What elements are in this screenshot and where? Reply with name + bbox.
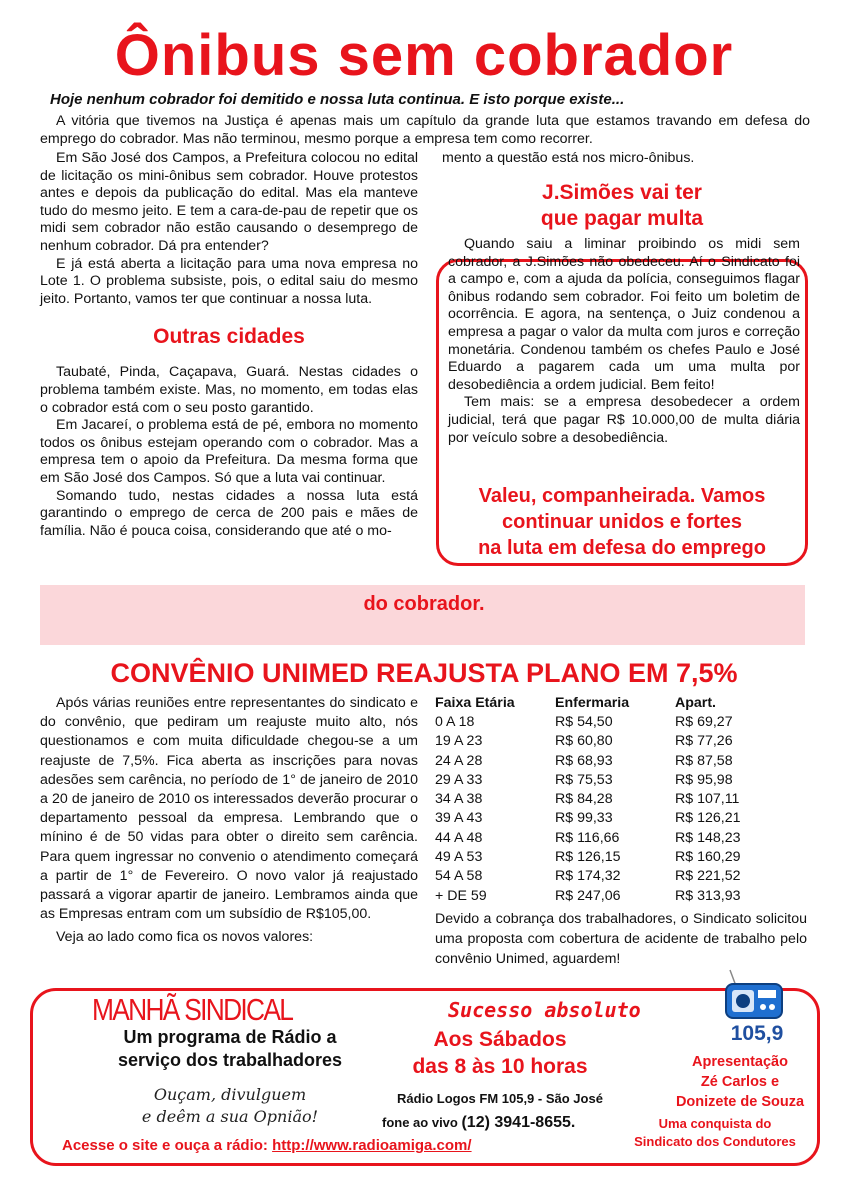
table-cell: R$ 313,93 [675,887,741,904]
conquest-line: Sindicato dos Condutores [634,1134,796,1149]
table-row [435,809,795,828]
paragraph: Tem mais: se a empresa desobedecer a ordem judicial, terá que pagar R$ 10.000,00 de multa diária por veículo sobre a desobediência. [448,394,800,446]
table-cell: R$ 75,53 [555,771,613,788]
closing-line: continuar unidos e fortes [501,511,743,533]
section-heading-jsimoes-2: que pagar multa [540,207,704,230]
table-cell: 49 A 53 [435,849,483,866]
table-cell: 44 A 48 [435,829,483,846]
right-column [448,236,800,447]
table-cell: R$ 60,80 [555,733,613,750]
table-cell: 39 A 43 [435,810,483,827]
column-header: Apart. [675,694,716,711]
presenters-line: Donizete de Souza [675,1094,805,1110]
table-cell: R$ 87,58 [675,752,733,769]
unimed-text [40,694,418,948]
table-cell: 29 A 33 [435,771,483,788]
paragraph: Em São José dos Campos, a Prefeitura colocou no edital de licitação os mini-ônibus sem cobrador. Houve protestos antes e depois da publicação do edital. Mas ela manteve tudo do mesmo jeito. E tem a cara-de-pau de repetir que os midi sem cobrador não estão causando o desemprego de nenhum cobrador. Dá pra entender? [40,150,418,254]
table-row [435,867,795,886]
paragraph: Após várias reuniões entre representantes do sindicato e do convênio, que pediram um reajuste muito alto, nós questionamos e com muita dificuldade chegou-se a um reajuste de 7,5%. Fica aberta as inscrições para novas adesões sem carência, no período de 1° de janeiro de 2010 a 20 de janeiro de 2010 os interessados deverão procurar o departamento pessoal da empresa. Lembrando que o mínino é de 50 vidas para obter o direito sem carência. Para quem ingressar no convenio o atendimento começará a partir de 1° de Fevereiro. O novo valor já reajustado passará a vigorar apartir de janeiro. Lembramos ainda que as Empresas entram com um subsídio de R$105,00. [40,695,418,923]
radio-site-link[interactable]: http://www.radioamiga.com/ [272,1137,472,1154]
paragraph: Em Jacareí, o problema está de pé, embora no momento todos os ônibus estejam operando com o cobrador. Mas a empresa tem o apoio da Prefeitura. Da mesma forma que em São José dos Campos. Só que a luta vai continuar. [40,417,418,486]
table-row [435,712,795,731]
table-header-row [435,693,795,712]
table-row [435,732,795,751]
table-cell: 0 A 18 [435,713,475,730]
phone-line [382,1114,575,1132]
left-column [40,150,418,540]
table-cell: R$ 54,50 [555,713,613,730]
table-cell: R$ 68,93 [555,752,613,769]
schedule-line: das 8 às 10 horas [412,1055,588,1078]
table-cell: 19 A 23 [435,733,483,750]
table-cell: R$ 148,23 [675,829,741,846]
conquest-line: Uma conquista do [658,1116,772,1131]
program-line: Um programa de Rádio a [123,1027,337,1047]
station-text: Rádio Logos FM 105,9 - São José [397,1091,603,1106]
schedule-line: Aos Sábados [433,1028,567,1051]
paragraph: Veja ao lado como fica os novos valores: [56,929,314,946]
continuation-text: mento a questão está nos micro-ônibus. [442,150,695,166]
table-row [435,886,795,905]
section-heading-jsimoes-1: J.Simões vai ter [542,181,702,204]
paragraph: Taubaté, Pinda, Caçapava, Guará. Nestas cidades o problema também existe. Mas, no momento, em todas elas o cobrador está com o seu posto garantido. [40,364,418,416]
site-label: Acesse o site e ouça a rádio: [62,1137,273,1154]
table-cell: R$ 95,98 [675,771,733,788]
paragraph: Quando saiu a liminar proibindo os midi sem cobrador, a J.Simões não obedeceu. Aí o Sindicato foi a campo e, com a ajuda da polícia, conseguimos flagar ônibus rodando sem cobrador. Foi feito um boletim de ocorrência. E agora, na sentença, o Juiz condenou a empresa a pagar o valor da multa com juros e correção monetária. Condenou também os chefes Paulo e José Eduardo a pagarem cada um uma multa por desobediência a ordem judicial. Bem feito! [448,236,800,393]
manha-sindical-logo: MANHÃ SINDICAL [92,992,293,1027]
presenters-line: Apresentação [692,1054,788,1070]
column-header: Enfermaria [555,694,630,711]
table-row [435,789,795,808]
closing-line: na luta em defesa do emprego [478,537,766,559]
page-subtitle: Hoje nenhum cobrador foi demitido e nossa luta continua. E isto porque existe... [50,92,625,108]
presenters-line: Zé Carlos e [700,1074,780,1090]
success-text: Sucesso absoluto [448,998,641,1022]
table-cell: 24 A 28 [435,752,483,769]
table-cell: R$ 99,33 [555,810,613,827]
table-cell: R$ 221,52 [675,868,741,885]
table-row [435,828,795,847]
table-cell: R$ 69,27 [675,713,733,730]
closing-line: do cobrador. [363,593,485,615]
phone-label: fone ao vivo [382,1115,462,1130]
paragraph: E já está aberta a licitação para uma nova empresa no Lote 1. O problema subsiste, pois, o edital saiu do mesmo jeito. Portanto, vamos ter que continuar a nossa luta. [40,255,418,307]
unimed-heading: CONVÊNIO UNIMED REAJUSTA PLANO EM 7,5% [110,658,738,688]
script-line: Ouçam, divulguem [153,1085,307,1104]
script-line: e deêm a sua Opnião! [141,1107,319,1126]
table-cell: 34 A 38 [435,791,483,808]
table-cell: R$ 84,28 [555,791,613,808]
table-cell: R$ 77,26 [675,733,733,750]
paragraph: Somando tudo, nestas cidades a nossa luta está garantindo o emprego de cerca de 200 pais e mães de família. Não é pouca coisa, considerando que até o mo- [40,487,418,539]
column-header: Faixa Etária [435,694,515,711]
table-cell: + DE 59 [435,887,487,904]
intro-paragraph: A vitória que tivemos na Justiça é apenas mais um capítulo da grande luta que estamos travando em defesa do emprego do cobrador. Mas não terminou, mesmo porque a empresa tem como recorrer. [40,113,810,147]
table-cell: R$ 126,15 [555,849,621,866]
table-cell: R$ 126,21 [675,810,741,827]
table-row [435,770,795,789]
table-cell: 54 A 58 [435,868,483,885]
table-cell: R$ 160,29 [675,849,741,866]
price-table [435,693,795,905]
page-title: Ônibus sem cobrador [114,23,734,88]
table-cell: R$ 116,66 [555,829,620,846]
table-cell: R$ 107,11 [675,791,740,808]
frequency-label: 105,9 [730,1022,784,1045]
closing-line: Valeu, companheirada. Vamos [478,485,766,507]
radio-icon [722,968,792,1024]
table-row [435,751,795,770]
site-line [62,1137,472,1154]
table-cell: R$ 247,06 [555,887,621,904]
table-row [435,847,795,866]
table-cell: R$ 174,32 [555,868,621,885]
phone-number: (12) 3941-8655. [461,1114,576,1131]
program-line: serviço dos trabalhadores [117,1050,343,1070]
unimed-note: Devido a cobrança dos trabalhadores, o Sindicato solicitou uma proposta com cobertura de acidente de trabalho pelo convênio Unimed, aguardem! [435,911,807,967]
section-heading-outras-cidades: Outras cidades [153,325,305,349]
